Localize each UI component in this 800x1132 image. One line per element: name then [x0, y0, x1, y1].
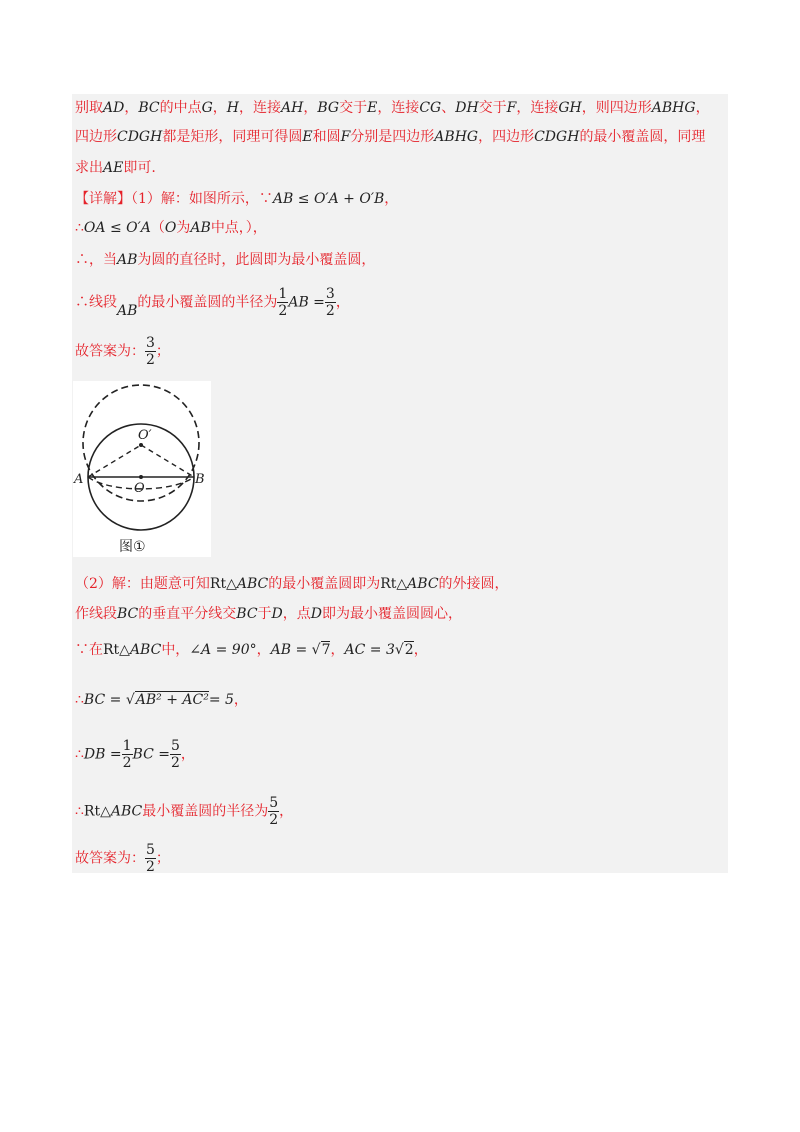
part2-line-1: [75, 574, 509, 594]
numerator: 3: [146, 335, 155, 351]
math-ab-eq: AB = √: [270, 642, 321, 658]
text: 最小覆盖圆的半径为: [142, 803, 269, 820]
math-rt-triangle: Rt△: [380, 576, 408, 592]
paragraph-line-7: [75, 286, 350, 319]
point-d: D: [310, 606, 322, 622]
point-e: E: [302, 129, 313, 145]
text: 和圆: [312, 129, 341, 145]
text: ，: [335, 294, 350, 311]
text: ，连接: [239, 100, 282, 116]
part2-line-6: [75, 795, 293, 828]
figure-caption: 图①: [119, 539, 146, 555]
text: 的垂直平分线交: [138, 606, 237, 622]
fraction-three-halves: [325, 286, 336, 319]
circle-diagram: [73, 381, 211, 557]
text: ，: [233, 692, 248, 708]
text: 中，: [161, 642, 190, 658]
text: ∴线段: [75, 294, 117, 311]
text: ，: [256, 642, 271, 658]
text: 于: [257, 606, 272, 622]
text: ，: [413, 642, 428, 658]
text: 的最小覆盖圆，同理: [579, 129, 706, 145]
math-bc: BC: [236, 606, 258, 622]
therefore-symbol: ∴: [75, 220, 84, 236]
therefore-symbol: ∴: [75, 803, 84, 820]
math-bg: BG: [317, 100, 340, 116]
text: 交于: [478, 100, 507, 116]
text: ，: [695, 100, 710, 116]
math-inequality: OA ≤ O′A: [83, 220, 151, 236]
text: ，连接: [516, 100, 559, 116]
text: 、: [441, 100, 456, 116]
text: （: [150, 220, 165, 236]
fraction-one-half: [122, 738, 133, 771]
text: 故答案为：: [75, 343, 145, 360]
math-cdgh: CDGH: [534, 129, 580, 145]
text: ，则四边形: [581, 100, 652, 116]
label-o: O: [134, 481, 145, 496]
math-ah: AH: [281, 100, 304, 116]
math-abc: ABC: [236, 576, 269, 592]
math-angle-a: ∠A = 90°: [189, 642, 257, 658]
math-result: = 5: [208, 692, 234, 708]
math-ab-eq: AB =: [288, 294, 325, 311]
label-b: B: [195, 472, 205, 487]
point-o: [139, 475, 143, 479]
point-o-prime: [139, 443, 143, 447]
text: （2）解：由题意可知: [75, 576, 210, 592]
denominator: 2: [146, 859, 155, 875]
math-bc-eq: BC =: [132, 746, 170, 763]
fraction-five-halves: [268, 795, 279, 828]
math-bc-eq: BC = √: [83, 692, 135, 708]
denominator: 2: [278, 303, 288, 319]
math-ac-eq: AC = 3√: [344, 642, 404, 658]
text: ，: [212, 100, 227, 116]
numerator: 1: [122, 738, 132, 754]
math-ad: AD: [103, 100, 125, 116]
text: 的外接圆，: [438, 576, 509, 592]
text: 的最小覆盖圆即为: [268, 576, 381, 592]
math-gh: GH: [558, 100, 582, 116]
math-bc: BC: [117, 606, 139, 622]
math-dh: DH: [455, 100, 479, 116]
text: ，连接: [377, 100, 420, 116]
point-e: E: [367, 100, 378, 116]
numerator: 1: [278, 286, 288, 302]
numerator: 5: [269, 795, 279, 811]
paragraph-line-5: [75, 218, 267, 238]
text: 求出: [75, 160, 103, 176]
text: 即为最小覆盖圆圆心，: [322, 606, 462, 622]
math-rt-triangle: Rt△: [83, 803, 111, 820]
text: 别取: [75, 100, 103, 116]
point-h: H: [226, 100, 240, 116]
math-ab: AB: [190, 220, 211, 236]
denominator: 2: [325, 303, 335, 319]
paragraph-line-2: [75, 127, 705, 147]
text: ，: [330, 642, 345, 658]
math-abc: ABC: [110, 803, 143, 820]
therefore-symbol: ∴: [75, 692, 84, 708]
text: 为圆的直径时，此圆即为最小覆盖圆，: [137, 252, 376, 268]
text: 都是矩形，同理可得圆: [162, 129, 303, 145]
text: ∵在: [75, 642, 103, 658]
fraction-one-half: [277, 286, 288, 319]
part2-line-5: [75, 738, 195, 771]
fraction-three-halves: [145, 335, 156, 368]
math-abc: ABC: [129, 642, 162, 658]
text: 中点，），: [210, 220, 267, 236]
math-ab: AB: [117, 302, 138, 319]
math-ab: AB: [117, 252, 138, 268]
math-bc: BC: [138, 100, 160, 116]
text: ；: [155, 850, 170, 867]
text: ，: [384, 191, 399, 207]
denominator: 2: [171, 755, 180, 771]
text: ，: [279, 803, 294, 820]
text: ，四边形: [478, 129, 535, 145]
label-a: A: [74, 472, 84, 487]
fraction-five-halves: [170, 738, 181, 771]
denominator: 2: [122, 755, 132, 771]
math-rt-triangle: Rt△: [103, 642, 130, 658]
paragraph-line-6: [75, 250, 375, 270]
therefore-symbol: ∴: [75, 746, 84, 763]
denominator: 2: [269, 812, 279, 828]
math-db-eq: DB =: [83, 746, 122, 763]
text: ，: [124, 100, 139, 116]
part2-line-4: [75, 690, 248, 710]
text: 的最小覆盖圆的半径为: [137, 294, 278, 311]
text: ，: [303, 100, 318, 116]
text: ∴，当: [75, 252, 117, 268]
point-o: O: [164, 220, 177, 236]
detail-heading-line: [75, 189, 398, 209]
math-rt-triangle: Rt△: [209, 576, 237, 592]
text: 作线段: [75, 606, 117, 622]
denominator: 2: [146, 352, 155, 368]
text: 四边形: [75, 129, 117, 145]
paragraph-line-3: [75, 158, 156, 178]
label-o-prime: O′: [138, 428, 152, 443]
point-f: F: [340, 129, 351, 145]
answer-line-2: [75, 842, 170, 875]
numerator: 3: [325, 286, 335, 302]
text: ，点: [282, 606, 311, 622]
math-ae: AE: [103, 160, 124, 176]
part2-line-3: [75, 640, 428, 660]
text: 分别是四边形: [350, 129, 435, 145]
point-g: G: [201, 100, 213, 116]
text: 即可.: [123, 160, 156, 176]
numerator: 5: [171, 738, 180, 754]
part2-line-2: [75, 604, 462, 624]
text: ；: [155, 343, 170, 360]
math-radicand: 7: [321, 642, 331, 658]
math-abhg: ABHG: [651, 100, 696, 116]
math-cg: CG: [419, 100, 442, 116]
paragraph-line-1: [75, 98, 710, 118]
math-cdgh: CDGH: [117, 129, 163, 145]
point-d: D: [271, 606, 283, 622]
math-inequality: AB ≤ O′A + O′B: [272, 191, 385, 207]
text: 交于: [339, 100, 368, 116]
text: 为: [176, 220, 191, 236]
figure-1: [73, 381, 211, 557]
math-radicand: 2: [404, 642, 414, 658]
math-abc: ABC: [407, 576, 439, 592]
math-abhg: ABHG: [434, 129, 479, 145]
fraction-five-halves: [145, 842, 156, 875]
text: 【详解】（1）解：如图所示，∵: [75, 191, 273, 207]
text: 故答案为：: [75, 850, 145, 867]
numerator: 5: [146, 842, 155, 858]
point-f: F: [506, 100, 517, 116]
text: 的中点: [159, 100, 202, 116]
answer-line-1: [75, 335, 170, 368]
math-radicand: AB² + AC²: [135, 692, 209, 708]
text: ，: [180, 746, 195, 763]
